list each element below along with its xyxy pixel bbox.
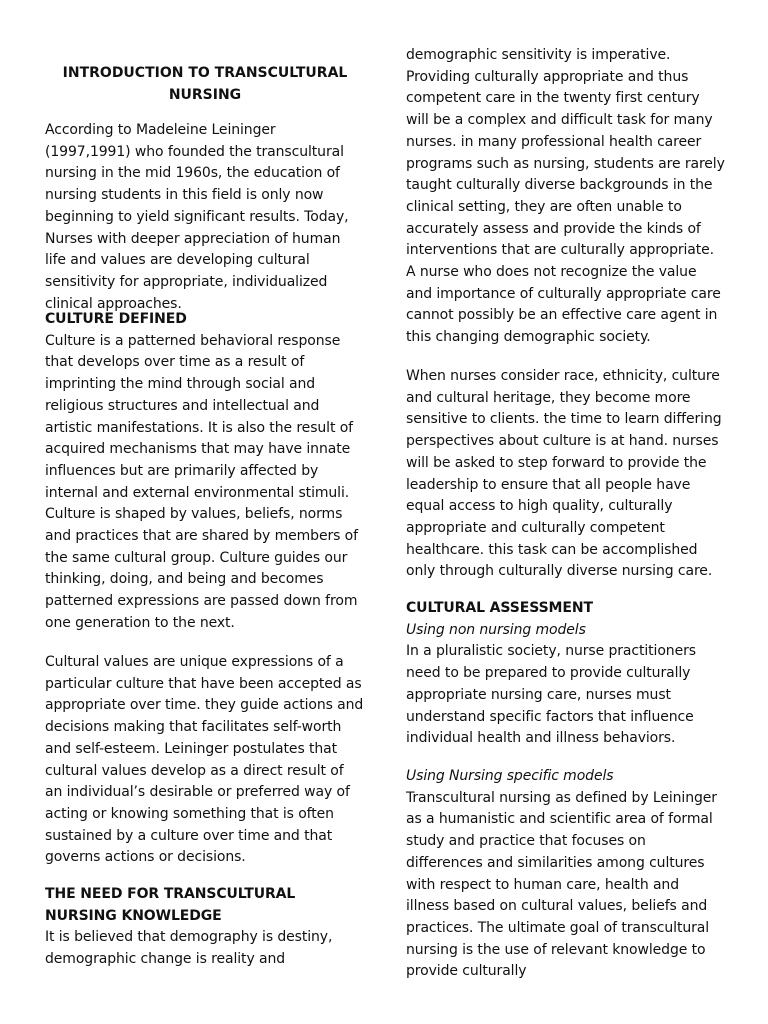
culture-defined-paragraph: Culture is a patterned behavioral response that develops over time as a result of imprinting the mind through social and religious structures and intellectual and artistic manifestations. It is also the result of acquired mechanisms that may have innate influences but are primarily affected by internal and external environmental stimuli. Culture is shaped by values, beliefs, norms and practices that are shared by members of the same cultural group. Culture guides our thinking, doing, and being and becomes patterned expressions are passed down from one generation to the next. [45,332,358,631]
continuation-paragraph: demographic sensitivity is imperative. Providing culturally appropriate and thus competent care in the twenty first century will be a complex and difficult task for many nurses. in many professional health career programs such as nursing, students are rarely taught culturally diverse backgrounds in the clinical setting, they are often unable to accurately assess and provide the kinds of interventions that are culturally appropriate. A nurse who does not recognize the value and importance of culturally appropriate care cannot possibly be an effective care agent in this changing demographic society. [406,47,725,346]
cultural-values-paragraph: Cultural values are unique expressions of a particular culture that have been accepted as appropriate over time. they guide actions and decisions making that facilitates self-worth and self-esteem. Leininger postulates that cultural values develop as a direct result of an individual’s desirable or preferred way of acting or knowing something that is often sustained by a culture over time and that governs actions or decisions. [45,654,364,866]
cultural-assessment-section [406,598,726,750]
culture-defined-section [45,309,365,635]
nursing-models-section [406,766,726,983]
need-section [45,884,365,971]
non-nursing-subheading: Using non nursing models [406,621,586,638]
need-heading: THE NEED FOR TRANSCULTURAL NURSING KNOWLEDGE [45,886,296,924]
intro-paragraph: According to Madeleine Leininger (1997,1991) who founded the transcultural nursing in the mid 1960s, the education of nursing students in this field is only now beginning to yield significant results. Today, Nurses with deeper appreciation of human life and values are developing cultural sensitivity for appropriate, individualized clinical approaches. [45,122,349,312]
nursing-models-paragraph: Transcultural nursing as defined by Leininger as a humanistic and scientific area of formal study and practice that focuses on differences and similarities among cultures with respect to human care, health and illness based on cultural values, beliefs and practices. The ultimate goal of transcultural nursing is the use of relevant knowledge to provide culturally [406,789,717,980]
cultural-assessment-heading: CULTURAL ASSESSMENT [406,600,593,616]
nursing-models-subheading: Using Nursing specific models [406,768,614,784]
race-ethnicity-paragraph: When nurses consider race, ethnicity, culture and cultural heritage, they become more sensitive to clients. the time to learn differing perspectives about culture is at hand. nurses will be asked to step forward to provide the leadership to ensure that all people have equal access to high quality, culturally appropriate and culturally competent healthcare. this task can be accomplished only through culturally diverse nursing care. [406,368,722,580]
non-nursing-paragraph: In a pluralistic society, nurse practitioners need to be prepared to provide culturally appropriate nursing care, nurses must understand specific factors that influence individual health and illness behaviors. [406,643,696,747]
culture-defined-heading: CULTURE DEFINED [45,311,187,327]
need-paragraph: It is believed that demography is destiny, demographic change is reality and [45,929,333,968]
page-title: INTRODUCTION TO TRANSCULTURAL NURSING [62,65,348,103]
